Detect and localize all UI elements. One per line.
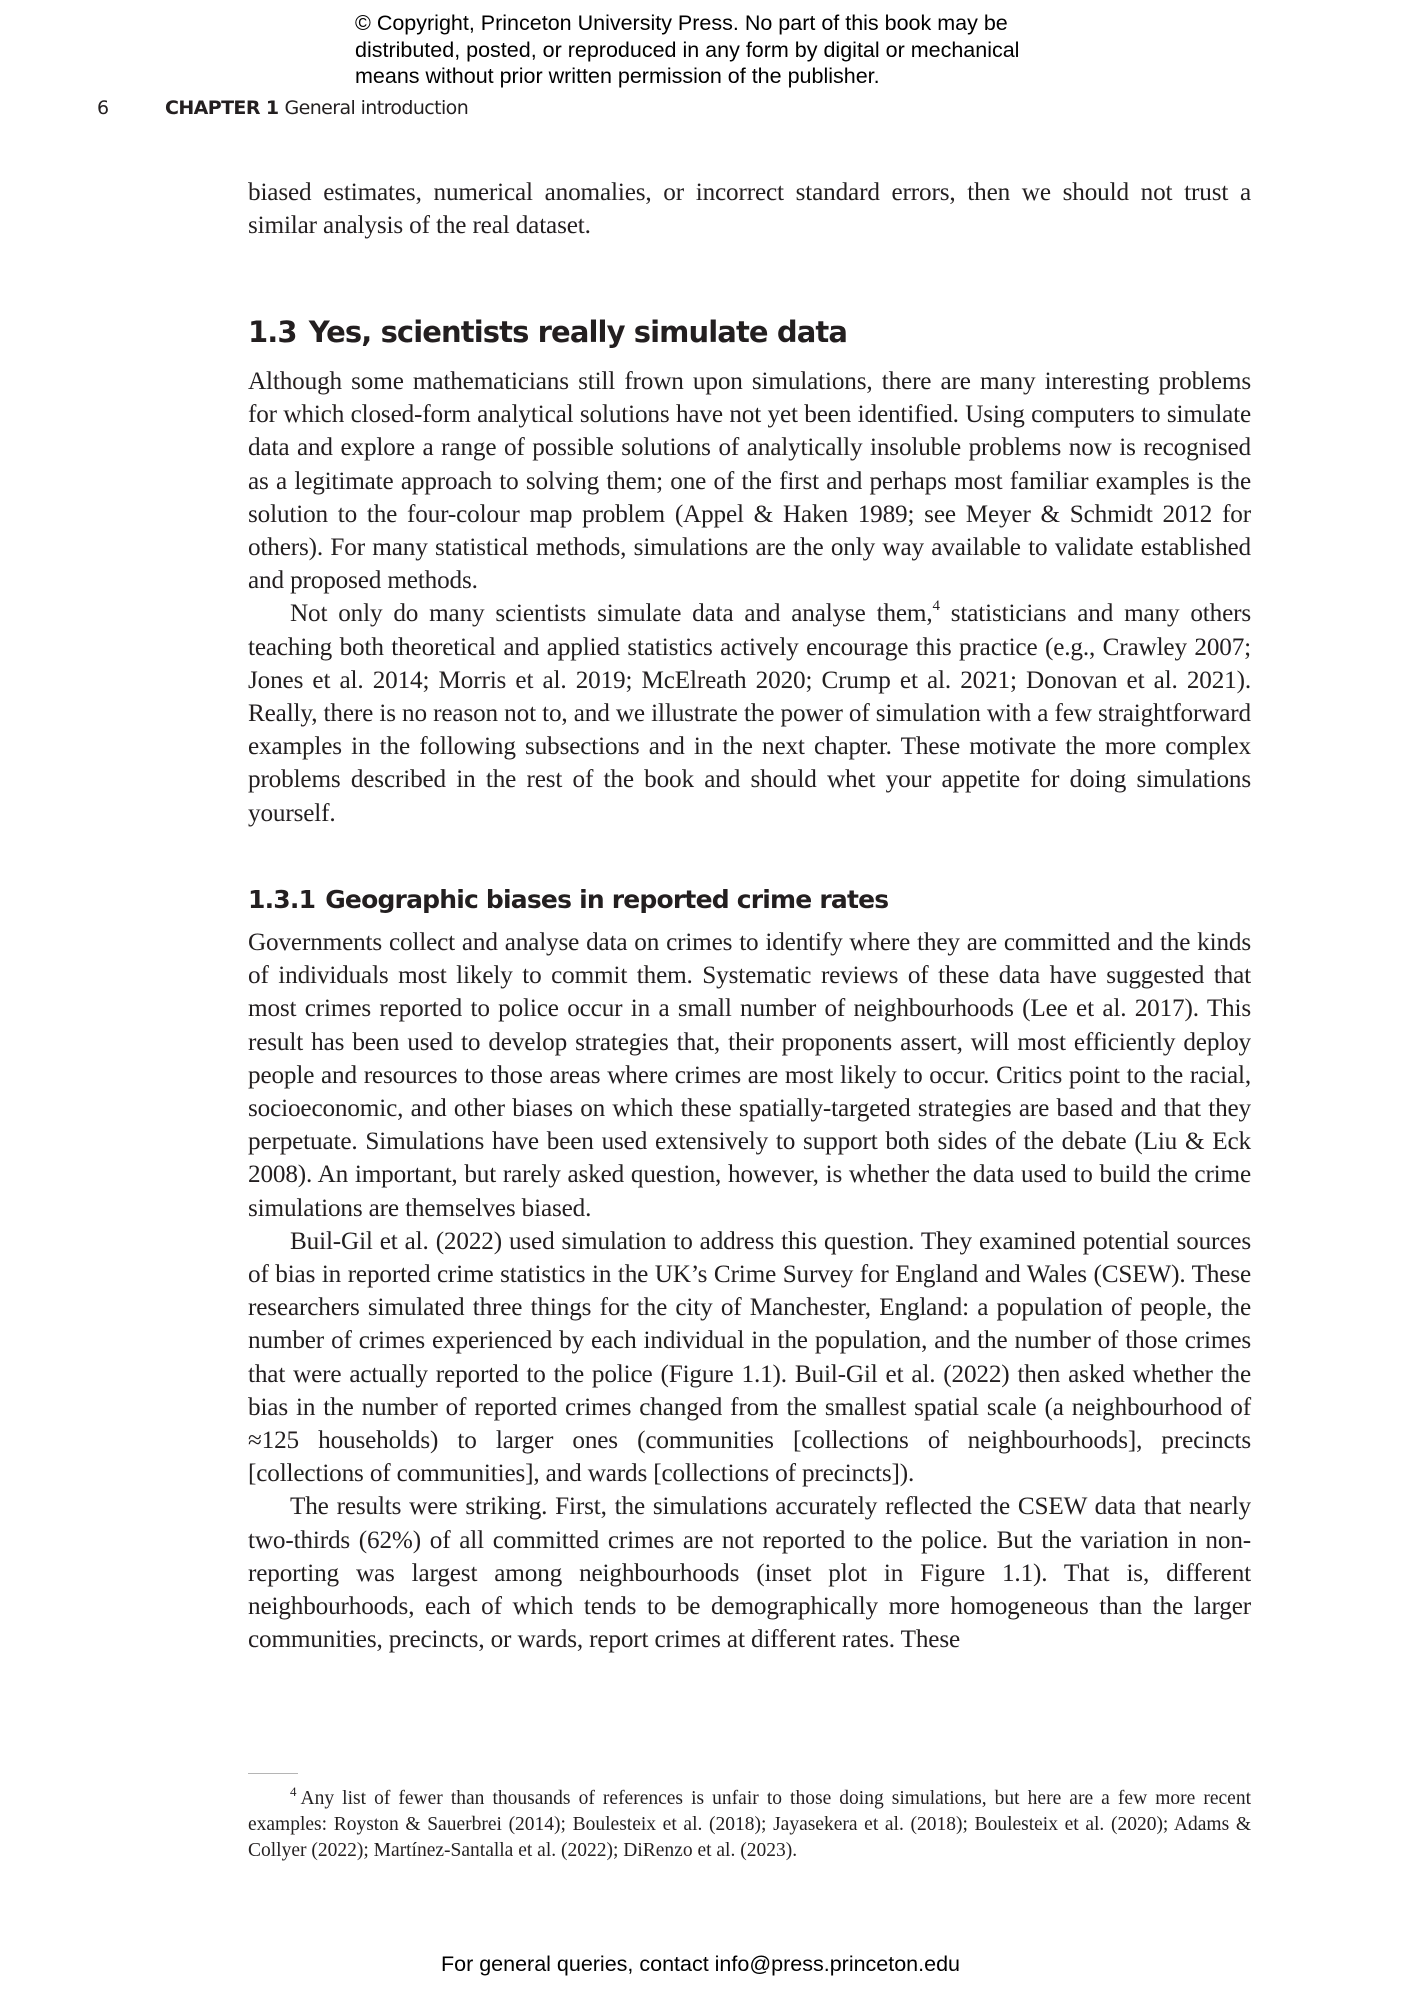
paragraph-text: statisticians and many others teaching both theoretical and applied statistics actively encourage this practice (e.g., Crawley 2007; Jones et al. 2014; Morris et al. 2019; McElreath 2020; Crump et al. 2021; Donovan et al. 2021). Really, there is no reason not to, and we illustrate the power of simulation with a few straightforward examples in the following subsections and in the next chapter. These motivate the more complex problems described in the rest of the book and should whet your appetite for doing simulations yourself. bbox=[248, 600, 1251, 827]
subsection-heading bbox=[248, 882, 888, 918]
running-head bbox=[0, 94, 1401, 124]
copyright-line: © Copyright, Princeton University Press. No part of this book may be bbox=[355, 11, 1008, 35]
footnote-reference[interactable]: 4 bbox=[932, 598, 940, 615]
chapter-heading bbox=[165, 94, 468, 122]
copyright-notice bbox=[355, 10, 1075, 90]
footnote-divider bbox=[248, 1773, 298, 1774]
chapter-label: CHAPTER 1 bbox=[165, 97, 279, 119]
copyright-line: means without prior written permission of the publisher. bbox=[355, 64, 880, 88]
paragraph-text: Not only do many scientists simulate data and analyse them, bbox=[290, 600, 933, 628]
subsection-text bbox=[248, 926, 1251, 1656]
copyright-line: distributed, posted, or reproduced in any form by digital or mechanical bbox=[355, 37, 1020, 62]
section-text bbox=[248, 365, 1251, 830]
paragraph bbox=[248, 597, 1251, 829]
page-number: 6 bbox=[97, 97, 109, 119]
subsection-title: Geographic biases in reported crime rates bbox=[325, 885, 889, 914]
continuation-paragraph: biased estimates, numerical anomalies, or incorrect standard errors, then we should not trust a similar analysis of the real dataset. bbox=[248, 179, 1251, 240]
footnote bbox=[248, 1786, 1251, 1865]
footnote-marker: 4 bbox=[290, 1784, 297, 1799]
paragraph: Although some mathematicians still frown upon simulations, there are many interesting problems for which closed-form analytical solutions have not yet been identified. Using computers to simulate data and explore a range of possible solutions of analytically insoluble problems now is recognised as a legitimate approach to solving them; one of the first and perhaps most familiar examples is the solution to the four-colour map problem (Appel & Haken 1989; see Meyer & Schmidt 2012 for others). For many statistical methods, simulations are the only way available to validate established and proposed methods. bbox=[248, 368, 1251, 595]
chapter-title: General introduction bbox=[284, 97, 469, 119]
subsection-number: 1.3.1 bbox=[248, 885, 316, 914]
paragraph: The results were striking. First, the simulations accurately reflected the CSEW data that nearly two-thirds (62%) of all committed crimes are not reported to the police. But the variation in non-reporting was largest among neighbourhoods (inset plot in Figure 1.1). That is, different neighbourhoods, each of which tends to be demographically more homogeneous than the larger communities, precincts, or wards, report crimes at different rates. These bbox=[248, 1493, 1251, 1654]
section-heading bbox=[248, 312, 847, 352]
section-title: Yes, scientists really simulate data bbox=[308, 315, 848, 349]
paragraph: Buil-Gil et al. (2022) used simulation to address this question. They examined potential sources of bias in reported crime statistics in the UK’s Crime Survey for England and Wales (CSEW). These researchers simulated three things for the city of Manchester, England: a population of people, the number of crimes experienced by each individual in the population, and the number of those crimes that were actually reported to the police (Figure 1.1). Buil-Gil et al. (2022) then asked whether the bias in the number of reported crimes changed from the smallest spatial scale (a neighbourhood of ≈125 households) to larger ones (communities [collections of neighbourhoods], precincts [collections of communities], and wards [collections of precincts]). bbox=[248, 1227, 1251, 1488]
publisher-contact-footer: For general queries, contact info@press.princeton.edu bbox=[440, 1952, 960, 1976]
section-number: 1.3 bbox=[248, 315, 297, 349]
paragraph: Governments collect and analyse data on crimes to identify where they are committed and the kinds of individuals most likely to commit them. Systematic reviews of these data have suggested that most crimes reported to police occur in a small number of neighbourhoods (Lee et al. 2017). This result has been used to develop strategies that, their proponents assert, will most efficiently deploy people and resources to those areas where crimes are most likely to occur. Critics point to the racial, socioeconomic, and other biases on which these spatially-targeted strategies are based and that they perpetuate. Simulations have been used extensively to support both sides of the debate (Liu & Eck 2008). An important, but rarely asked question, however, is whether the data used to build the crime simulations are themselves biased. bbox=[248, 929, 1251, 1222]
footnote-text: Any list of fewer than thousands of references is unfair to those doing simulations, but here are a few more recent examples: Royston & Sauerbrei (2014); Boulesteix et al. (2018); Jayasekera et al. (2018); Boulesteix et al. (2020); Adams & Collyer (2022); Martínez-Santalla et al. (2022); DiRenzo et al. (2023). bbox=[248, 1788, 1251, 1862]
